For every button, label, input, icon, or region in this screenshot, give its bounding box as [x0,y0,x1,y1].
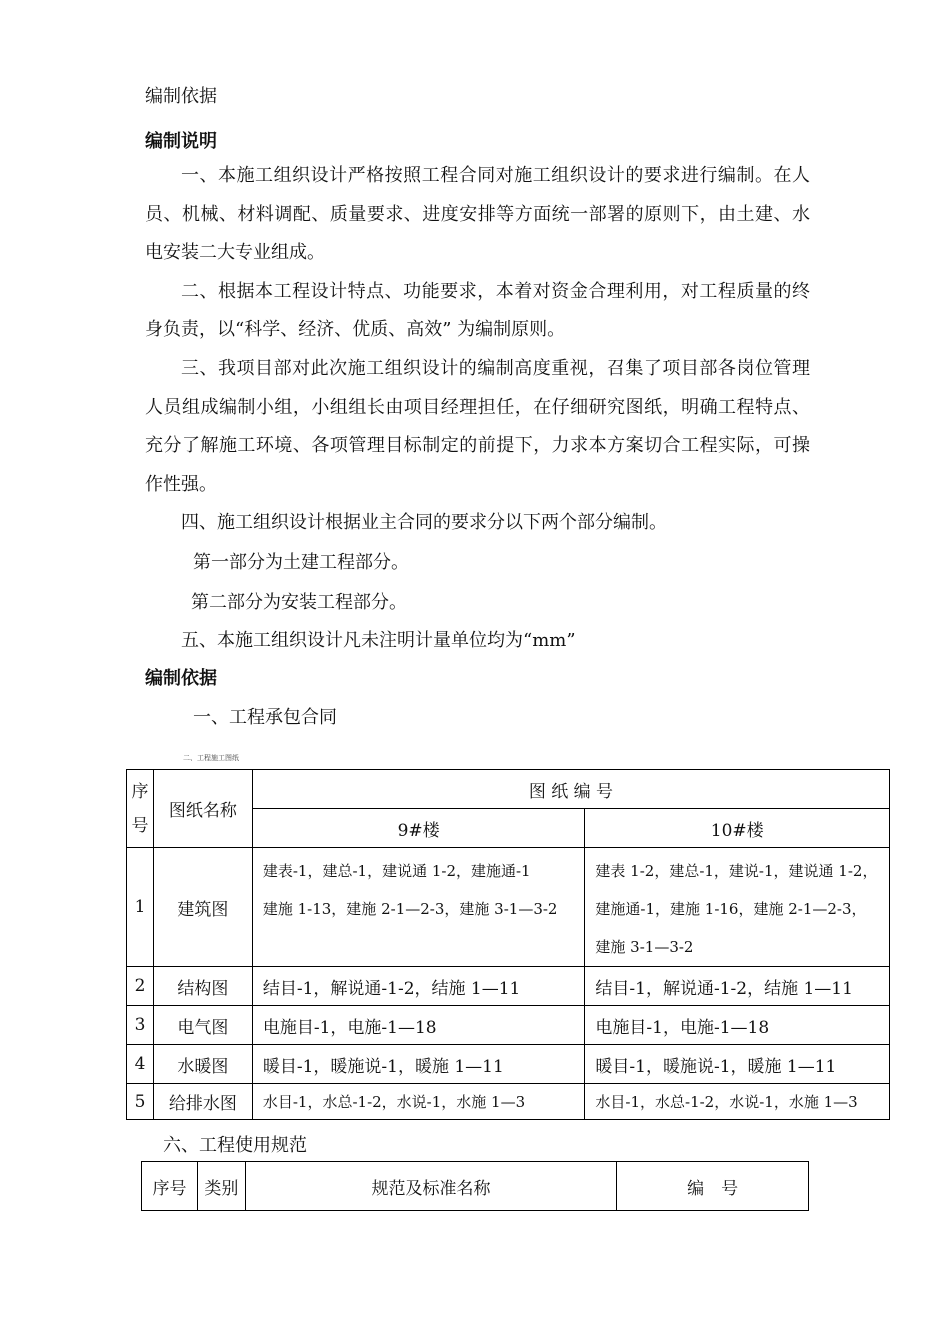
row-drawing-name: 水暖图 [153,1045,252,1084]
note-paragraph-3: 三、我项目部对此次施工组织设计的编制高度重视，召集了项目部各岗位管理人员组成编制小组，小组组长由项目经理担任，在仔细研究图纸，明确工程特点、充分了解施工环境、各项管理目标制定的前提下，力求本方案切合工程实际，可操作性强。 [145,357,810,495]
table-header-row [142,1162,809,1211]
drawings-table [126,769,890,1120]
table-row [127,967,890,1006]
row-building-9: 电施目-1，电施-1—18 [252,1006,585,1045]
note-paragraph-2: 二、根据本工程设计特点、功能要求，本着对资金合理利用，对工程质量的终身负责，以“科学、经济、优质、高效” 为编制原则。 [145,280,810,341]
row-seq: 5 [127,1084,154,1120]
row-drawing-name: 结构图 [153,967,252,1006]
standards-table [141,1161,809,1211]
note-paragraph-5: 五、本施工组织设计凡未注明计量单位均为“mm” [181,630,576,651]
table-row [127,1045,890,1084]
row-building-10: 建表 1-2，建总-1，建说-1，建说通 1-2， 建施通-1，建施 1-16，建施 2-1—2-3， 建施 3-1—3-2 [585,848,890,967]
row-building-10: 水目-1，水总-1-2，水说-1，水施 1—3 [585,1084,890,1120]
section-heading-basis: 编制依据 [145,668,217,689]
page-top-title: 编制依据 [145,86,217,107]
header-drawing-name: 图纸名称 [153,770,252,848]
header-code: 编 号 [617,1162,809,1211]
header-standard-name: 规范及标准名称 [245,1162,616,1211]
row-seq: 1 [127,848,154,967]
row-seq: 2 [127,967,154,1006]
row-building-10: 电施目-1，电施-1—18 [585,1006,890,1045]
header-seq: 序号 [127,770,154,848]
row-building-9: 水目-1，水总-1-2，水说-1，水施 1—3 [252,1084,585,1120]
table-row [127,1006,890,1045]
row-seq: 4 [127,1045,154,1084]
notes-body [145,157,810,543]
note-paragraph-4: 四、施工组织设计根据业主合同的要求分以下两个部分编制。 [181,512,667,534]
row-drawing-name: 电气图 [153,1006,252,1045]
row-building-9: 结目-1，解说通-1-2，结施 1—11 [252,967,585,1006]
basis-item-contract: 一、工程承包合同 [193,707,337,728]
row-building-9: 建表-1，建总-1，建说通 1-2，建施通-1 建施 1-13，建施 2-1—2-3，建施 3-1—3-2 [252,848,585,967]
note-paragraph-1: 一、本施工组织设计严格按照工程合同对施工组织设计的要求进行编制。在人员、机械、材料调配、质量要求、进度安排等方面统一部署的原则下，由土建、水电安装二大专业组成。 [145,165,810,264]
row-drawing-name: 给排水图 [153,1084,252,1120]
row-building-10: 暖目-1，暖施说-1，暖施 1—11 [585,1045,890,1084]
row-drawing-name: 建筑图 [153,848,252,967]
header-type: 类别 [197,1162,245,1211]
row-building-10: 结目-1，解说通-1-2，结施 1—11 [585,967,890,1006]
table-row [127,848,890,967]
basis-item-drawings-caption: 二、工程施工图纸 [183,754,239,762]
header-building-9: 9#楼 [252,809,585,848]
part-one-line: 第一部分为土建工程部分。 [193,552,409,573]
table-row [127,1084,890,1120]
header-drawing-numbers: 图 纸 编 号 [252,770,889,809]
basis-item-standards: 六、工程使用规范 [163,1135,307,1156]
header-seq: 序号 [142,1162,198,1211]
part-two-line: 第二部分为安装工程部分。 [191,592,407,613]
header-building-10: 10#楼 [585,809,890,848]
row-seq: 3 [127,1006,154,1045]
row-building-9: 暖目-1，暖施说-1，暖施 1—11 [252,1045,585,1084]
section-heading-notes: 编制说明 [145,131,217,152]
